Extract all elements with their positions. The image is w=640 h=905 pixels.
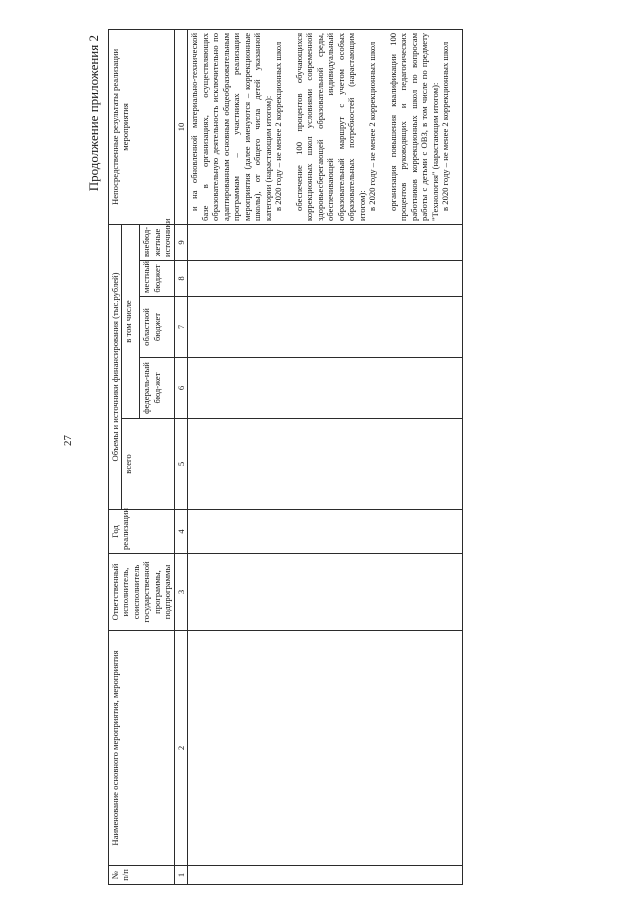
- header-num: № п/п: [109, 866, 175, 885]
- appendix-title: Продолжение приложения 2: [86, 35, 101, 192]
- header-including: в том числе: [122, 224, 140, 418]
- header-regional: областной бюджет: [140, 297, 174, 358]
- cell-local: [188, 261, 462, 297]
- cell-federal: [188, 358, 462, 419]
- result-text: организация повышения квалификации 100 процентов руководящих и педагогических работников коррекционных школ по вопросам работы с детьми с ОВЗ, в том числе по предмету "Технология" (нарастающим итогом):: [387, 32, 440, 221]
- column-number: 10: [174, 29, 187, 224]
- header-funding-group: Объемы и источники финансирования (тыс.рублей): [109, 224, 122, 509]
- header-extrabudget: внебюд-жетные источники: [140, 224, 174, 260]
- column-number: 6: [174, 358, 187, 419]
- cell-num: [188, 866, 462, 885]
- column-number: 7: [174, 297, 187, 358]
- header-results: Непосредственные результаты реализации мероприятия: [109, 29, 175, 224]
- column-number: 5: [174, 419, 187, 510]
- column-number: 8: [174, 261, 187, 297]
- column-number: 1: [174, 866, 187, 885]
- program-table: [108, 29, 463, 885]
- cell-regional: [188, 297, 462, 358]
- header-local: местный бюджет: [140, 261, 174, 297]
- header-name: Наименование основного мероприятия, мероприятия: [109, 631, 175, 866]
- page-number: 27: [62, 435, 74, 446]
- column-number-row: [174, 29, 187, 884]
- result-item: [294, 33, 378, 221]
- result-target: в 2020 году – не менее 2 коррекционных школ: [367, 41, 378, 211]
- table-row: [188, 29, 462, 884]
- cell-results: [188, 29, 462, 224]
- cell-responsible: [188, 554, 462, 631]
- column-number: 3: [174, 554, 187, 631]
- column-number: 9: [174, 224, 187, 260]
- result-item: [388, 33, 451, 221]
- result-text: и на обновленной материально-технической базе в организациях, осуществляющих образовательную деятельность исключительно по адаптированным основным общеобразовательным программам – участниках реализации мероприятия (далее именуются – коррекционные школы), от общего числа детей указанной категории (нарастающим итогом):: [189, 32, 273, 221]
- result-target: в 2020 году – не менее 2 коррекционных школ: [440, 41, 451, 211]
- result-target: в 2020 году – не менее 2 коррекционных школ: [273, 41, 284, 211]
- cell-extrabudget: [188, 224, 462, 260]
- rotated-page: [86, 25, 601, 885]
- cell-name: [188, 631, 462, 866]
- header-year: Год реализации: [109, 510, 175, 554]
- column-number: 4: [174, 510, 187, 554]
- cell-total: [188, 419, 462, 510]
- result-text: обеспечение 100 процентов обучающихся коррекционных школ условиями современной здоровьесберегающей образовательной среды, обеспечивающей индивидуальный образовательный маршрут с учетом особых образовательных потребностей (нарастающим итогом):: [293, 32, 367, 221]
- result-item: [189, 33, 283, 221]
- column-number: 2: [174, 631, 187, 866]
- header-federal: федераль-ный бюд-жет: [140, 358, 174, 419]
- cell-year: [188, 510, 462, 554]
- header-responsible: Ответственный исполнитель, соисполнитель государственной программы, подпрограммы: [109, 554, 175, 631]
- header-total: всего: [122, 419, 174, 510]
